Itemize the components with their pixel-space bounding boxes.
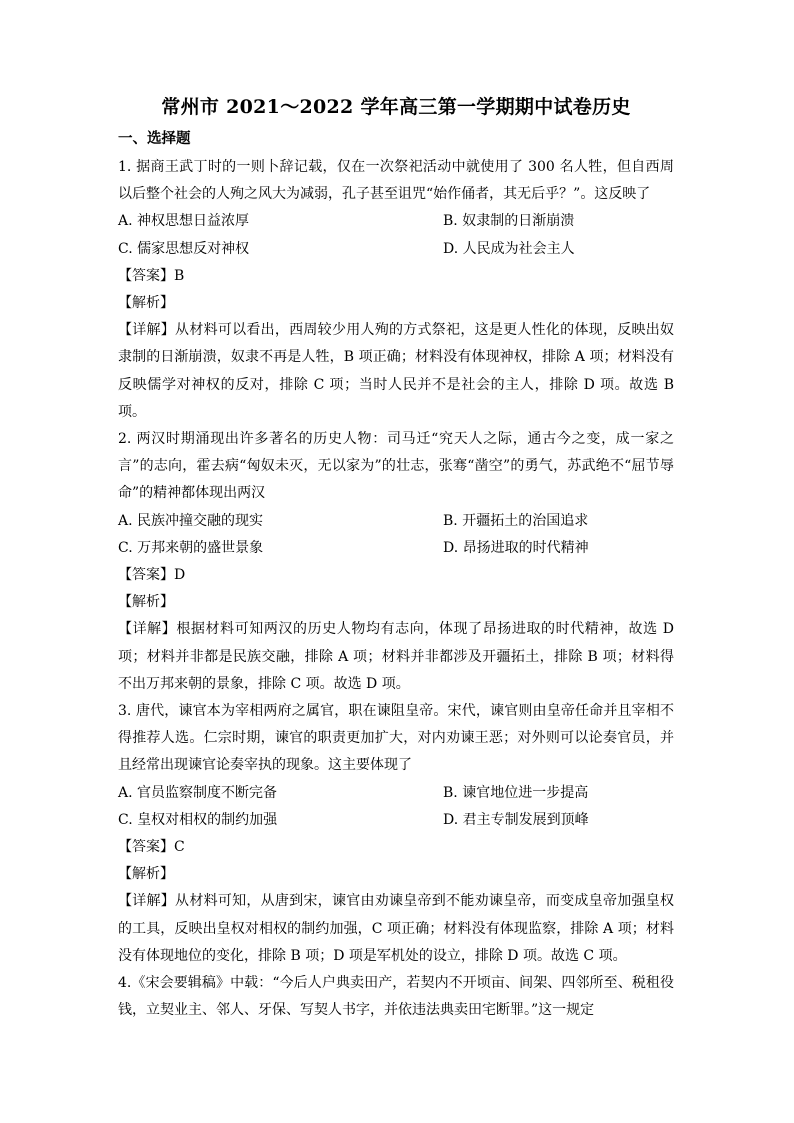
question-stem: 3. 唐代，谏官本为宰相两府之属官，职在谏阻皇帝。宋代，谏官则由皇帝任命并且宰相不得推荐人选。仁宗时期，谏官的职责更加扩大，对内劝谏王恶；对外则可以论奏官员，并且经常出现谏官论奏宰执的现象。这主要体现了 — [118, 703, 674, 774]
question-2 — [118, 426, 674, 698]
option-d: D. 昂扬进取的时代精神 — [443, 539, 589, 556]
option-a: A. 官员监察制度不断完备 — [118, 784, 278, 801]
option-b: B. 奴隶制的日渐崩溃 — [443, 213, 575, 230]
option-a: A. 神权思想日益浓厚 — [118, 213, 250, 230]
analysis-label: 【解析】 — [118, 594, 174, 611]
option-c: C. 儒家思想反对神权 — [118, 240, 250, 257]
question-3 — [118, 698, 674, 970]
document-page — [118, 92, 674, 1025]
option-b: B. 谏官地位进一步提高 — [443, 784, 589, 801]
analysis-label: 【解析】 — [118, 295, 174, 312]
option-c: C. 万邦来朝的盛世景象 — [118, 539, 264, 556]
analysis-label: 【解析】 — [118, 866, 174, 883]
question-4 — [118, 970, 674, 1024]
option-d: D. 人民成为社会主人 — [443, 240, 575, 257]
detail-explanation: 【详解】从材料可知，从唐到宋，谏官由劝谏皇帝到不能劝谏皇帝，而变成皇帝加强皇权的工具，反映出皇权对相权的制约加强，C 项正确；材料没有体现监察，排除 A 项；材料没有体现地位的变化，排除 B 项；D 项是军机处的设立，排除 D 项。故选 C 项。 — [118, 893, 674, 964]
question-1 — [118, 154, 674, 426]
detail-explanation: 【详解】根据材料可知两汉的历史人物均有志向，体现了昂扬进取的时代精神，故选 D 项；材料并非都是民族交融，排除 A 项；材料并非都涉及开疆拓土，排除 B 项；材料得不出万邦来朝的景象，排除 C 项。故选 D 项。 — [118, 621, 674, 692]
options-grid — [118, 208, 674, 262]
option-b: B. 开疆拓土的治国追求 — [443, 512, 589, 529]
option-a: A. 民族冲撞交融的现实 — [118, 512, 264, 529]
answer-line: 【答案】D — [118, 567, 186, 584]
option-d: D. 君主专制发展到顶峰 — [443, 811, 589, 828]
option-c: C. 皇权对相权的制约加强 — [118, 811, 278, 828]
question-stem: 4.《宋会要辑稿》中载：“今后人户典卖田产，若契内不开顷亩、间架、四邻所至、税租役钱，立契业主、邻人、牙保、写契人书字，并依违法典卖田宅断罪。”这一规定 — [118, 975, 674, 1019]
section-heading: 一、选择题 — [118, 130, 191, 147]
answer-line: 【答案】C — [118, 839, 185, 856]
options-grid — [118, 780, 674, 834]
page-title: 常州市 2021～2022 学年高三第一学期期中试卷历史 — [161, 96, 631, 118]
answer-line: 【答案】B — [118, 267, 185, 284]
question-stem: 1. 据商王武丁时的一则卜辞记载，仅在一次祭祀活动中就使用了 300 名人牲，但自西周以后整个社会的人殉之风大为减弱，孔子甚至诅咒“始作俑者，其无后乎？”。这反映了 — [118, 159, 674, 203]
options-grid — [118, 508, 674, 562]
detail-explanation: 【详解】从材料可以看出，西周较少用人殉的方式祭祀，这是更人性化的体现，反映出奴隶制的日渐崩溃，奴隶不再是人牲，B 项正确；材料没有体现神权，排除 A 项；材料没有反映儒学对神权的反对，排除 C 项；当时人民并不是社会的主人，排除 D 项。故选 B 项。 — [118, 322, 674, 420]
question-stem: 2. 两汉时期涌现出许多著名的历史人物：司马迁“究天人之际，通古今之变，成一家之言”的志向，霍去病“匈奴未灭，无以家为”的壮志，张骞“凿空”的勇气，苏武绝不“屈节辱命”的精神都体现出两汉 — [118, 431, 674, 502]
